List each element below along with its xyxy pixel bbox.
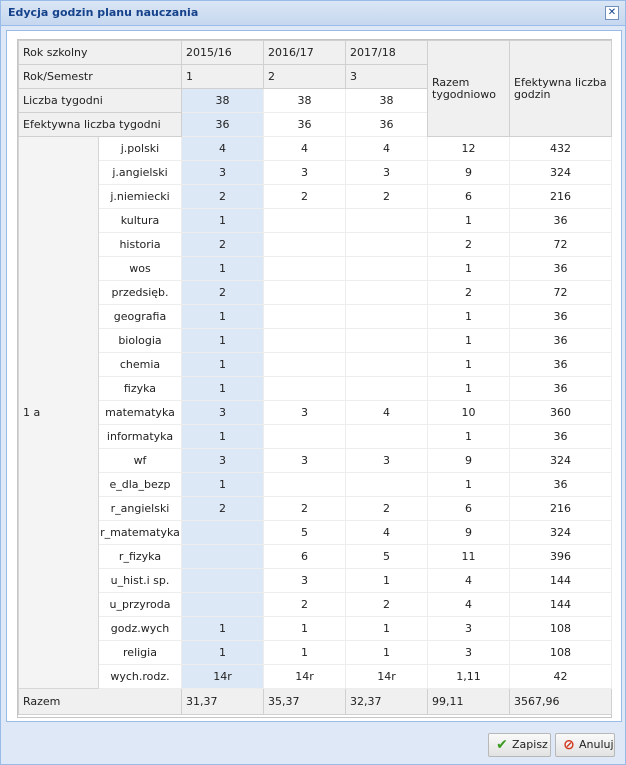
subject-row [19,353,612,377]
hours-year-3[interactable]: 2 [346,497,428,521]
hours-year-3[interactable] [346,281,428,305]
subject-name: wf [99,449,182,473]
weekly-total: 6 [428,497,510,521]
hours-year-1[interactable]: 1 [182,305,264,329]
hours-year-1[interactable]: 2 [182,185,264,209]
total-year-1: 31,37 [182,689,264,715]
hours-year-1[interactable]: 2 [182,233,264,257]
subject-name: r_matematyka [99,521,182,545]
subject-name: historia [99,233,182,257]
weekly-total: 9 [428,521,510,545]
subject-row [19,305,612,329]
weekly-total: 10 [428,401,510,425]
hours-year-3[interactable]: 2 [346,185,428,209]
hours-year-2[interactable] [264,425,346,449]
effective-hours: 36 [510,209,612,233]
subject-row [19,281,612,305]
subject-name: godz.wych [99,617,182,641]
hours-year-1[interactable]: 1 [182,641,264,665]
subject-name: r_fizyka [99,545,182,569]
hours-year-2[interactable]: 3 [264,569,346,593]
hours-year-2[interactable]: 1 [264,617,346,641]
button-bar [1,729,625,763]
hours-year-3[interactable]: 1 [346,641,428,665]
effective-hours: 36 [510,329,612,353]
hours-year-1[interactable] [182,545,264,569]
subject-name: wych.rodz. [99,665,182,689]
weekly-total: 11 [428,545,510,569]
effective-hours: 324 [510,521,612,545]
hours-year-3[interactable]: 4 [346,137,428,161]
effective-hours: 36 [510,353,612,377]
effective-hours: 216 [510,497,612,521]
hours-year-1[interactable]: 1 [182,329,264,353]
total-label: Razem [19,689,182,715]
weekly-total: 6 [428,185,510,209]
effective-hours: 216 [510,185,612,209]
subject-name: matematyka [99,401,182,425]
weekly-total: 3 [428,617,510,641]
effective-hours: 108 [510,617,612,641]
effective-hours: 72 [510,281,612,305]
save-button[interactable] [488,733,551,757]
total-weekly-header: Razem tygodniowo [428,41,510,137]
effective-hours: 144 [510,569,612,593]
hours-year-3[interactable]: 1 [346,617,428,641]
weekly-total: 1 [428,209,510,233]
semester-3: 3 [346,65,428,89]
hours-year-3[interactable] [346,353,428,377]
hours-year-2[interactable] [264,473,346,497]
dialog-body [6,30,622,722]
subject-row [19,401,612,425]
year-2017-18: 2017/18 [346,41,428,65]
weekly-total: 1,11 [428,665,510,689]
subject-name: kultura [99,209,182,233]
weekly-total: 4 [428,569,510,593]
checkmark-icon: ✔ [496,737,508,753]
subject-name: j.niemiecki [99,185,182,209]
weekly-total: 1 [428,305,510,329]
hours-year-2[interactable]: 14r [264,665,346,689]
hours-year-3[interactable]: 4 [346,521,428,545]
hours-year-2[interactable] [264,209,346,233]
hours-year-3[interactable] [346,209,428,233]
hours-year-1[interactable]: 1 [182,209,264,233]
hours-year-2[interactable]: 5 [264,521,346,545]
weekly-total: 12 [428,137,510,161]
hours-year-2[interactable]: 3 [264,401,346,425]
hours-year-2[interactable] [264,377,346,401]
effective-weeks-cell[interactable]: 36 [264,113,346,137]
hours-year-2[interactable]: 3 [264,449,346,473]
hours-year-2[interactable] [264,329,346,353]
label-rok-szkolny: Rok szkolny [19,41,182,65]
subject-row [19,641,612,665]
subject-row [19,497,612,521]
subject-row [19,569,612,593]
effective-hours: 36 [510,377,612,401]
weekly-total: 1 [428,473,510,497]
window-title: Edycja godzin planu nauczania [8,6,199,19]
hours-year-1[interactable]: 1 [182,425,264,449]
subject-name: informatyka [99,425,182,449]
subject-row [19,209,612,233]
hours-year-2[interactable]: 6 [264,545,346,569]
subject-name: religia [99,641,182,665]
weekly-total: 1 [428,329,510,353]
title-bar[interactable] [1,1,625,26]
subject-row [19,329,612,353]
hours-year-1[interactable] [182,521,264,545]
hours-year-3[interactable] [346,305,428,329]
year-2016-17: 2016/17 [264,41,346,65]
subject-name: fizyka [99,377,182,401]
hours-year-2[interactable] [264,305,346,329]
hours-year-3[interactable]: 2 [346,593,428,617]
subject-row [19,473,612,497]
subject-row [19,257,612,281]
hours-year-2[interactable]: 2 [264,497,346,521]
hours-year-1[interactable]: 4 [182,137,264,161]
effective-weeks-cell[interactable]: 36 [182,113,264,137]
subject-name: przedsięb. [99,281,182,305]
effective-weeks-cell[interactable]: 36 [346,113,428,137]
weekly-total: 4 [428,593,510,617]
hours-year-3[interactable] [346,233,428,257]
weekly-total: 1 [428,425,510,449]
hours-year-2[interactable]: 2 [264,185,346,209]
weekly-total: 9 [428,161,510,185]
label-rok-semestr: Rok/Semestr [19,65,182,89]
total-year-2: 35,37 [264,689,346,715]
hours-year-1[interactable]: 14r [182,665,264,689]
hours-year-3[interactable] [346,257,428,281]
weeks-cell[interactable]: 38 [346,89,428,113]
hours-year-2[interactable] [264,281,346,305]
effective-hours: 324 [510,161,612,185]
total-weekly-sum: 99,11 [428,689,510,715]
header-row-year [19,41,612,65]
subject-row [19,593,612,617]
hours-year-3[interactable]: 1 [346,569,428,593]
hours-year-3[interactable] [346,329,428,353]
subject-row [19,521,612,545]
hours-year-1[interactable]: 3 [182,161,264,185]
class-label: 1 a [19,137,99,689]
label-efektywna-liczba-tygodni: Efektywna liczba tygodni [19,113,182,137]
hours-year-1[interactable]: 1 [182,353,264,377]
semester-1: 1 [182,65,264,89]
hours-year-3[interactable]: 5 [346,545,428,569]
cancel-icon: ⊘ [563,737,575,753]
hours-year-2[interactable] [264,257,346,281]
subject-name: biologia [99,329,182,353]
weekly-total: 9 [428,449,510,473]
label-liczba-tygodni: Liczba tygodni [19,89,182,113]
subject-row [19,161,612,185]
weekly-total: 2 [428,233,510,257]
hours-year-2[interactable]: 3 [264,161,346,185]
hours-year-1[interactable] [182,569,264,593]
subject-row [19,449,612,473]
hours-year-3[interactable] [346,473,428,497]
subject-name: geografia [99,305,182,329]
effective-hours: 432 [510,137,612,161]
hours-year-3[interactable]: 4 [346,401,428,425]
effective-hours: 324 [510,449,612,473]
effective-hours: 144 [510,593,612,617]
hours-year-1[interactable]: 2 [182,281,264,305]
effective-hours: 108 [510,641,612,665]
close-icon[interactable]: ✕ [605,6,619,20]
effective-hours: 42 [510,665,612,689]
weekly-total: 3 [428,641,510,665]
total-year-3: 32,37 [346,689,428,715]
effective-hours: 360 [510,401,612,425]
subject-row [19,617,612,641]
hours-table [18,40,612,715]
cancel-button[interactable] [555,733,615,757]
weekly-total: 1 [428,353,510,377]
year-2015-16: 2015/16 [182,41,264,65]
subject-row [19,665,612,689]
hours-grid [17,39,612,718]
weekly-total: 2 [428,281,510,305]
effective-hours: 72 [510,233,612,257]
hours-year-2[interactable] [264,233,346,257]
hours-year-2[interactable]: 1 [264,641,346,665]
semester-2: 2 [264,65,346,89]
hours-year-1[interactable]: 1 [182,377,264,401]
subject-row [19,185,612,209]
hours-year-1[interactable]: 1 [182,257,264,281]
subject-name: j.polski [99,137,182,161]
effective-hours: 36 [510,425,612,449]
hours-year-3[interactable]: 3 [346,161,428,185]
weekly-total: 1 [428,377,510,401]
effective-hours: 36 [510,305,612,329]
effective-hours: 36 [510,257,612,281]
subject-row [19,137,612,161]
total-effective-sum: 3567,96 [510,689,612,715]
effective-hours-header: Efektywna liczba godzin [510,41,612,137]
hours-year-1[interactable]: 1 [182,617,264,641]
weeks-cell[interactable]: 38 [264,89,346,113]
weekly-total: 1 [428,257,510,281]
effective-hours: 396 [510,545,612,569]
hours-year-1[interactable] [182,593,264,617]
subject-row [19,425,612,449]
cancel-label: Anuluj [579,738,614,751]
hours-year-2[interactable]: 4 [264,137,346,161]
hours-year-1[interactable]: 3 [182,401,264,425]
weeks-cell[interactable]: 38 [182,89,264,113]
hours-year-1[interactable]: 1 [182,473,264,497]
subject-name: j.angielski [99,161,182,185]
subject-name: u_przyroda [99,593,182,617]
total-row [19,689,612,715]
subject-row [19,377,612,401]
subject-name: e_dla_bezp [99,473,182,497]
hours-year-3[interactable]: 3 [346,449,428,473]
save-label: Zapisz [512,738,548,751]
subject-name: r_angielski [99,497,182,521]
hours-year-1[interactable]: 2 [182,497,264,521]
hours-year-2[interactable]: 2 [264,593,346,617]
hours-year-1[interactable]: 3 [182,449,264,473]
subject-name: u_hist.i sp. [99,569,182,593]
hours-year-2[interactable] [264,353,346,377]
subject-name: chemia [99,353,182,377]
subject-row [19,233,612,257]
hours-year-3[interactable] [346,377,428,401]
subject-row [19,545,612,569]
subject-name: wos [99,257,182,281]
hours-year-3[interactable]: 14r [346,665,428,689]
effective-hours: 36 [510,473,612,497]
hours-year-3[interactable] [346,425,428,449]
